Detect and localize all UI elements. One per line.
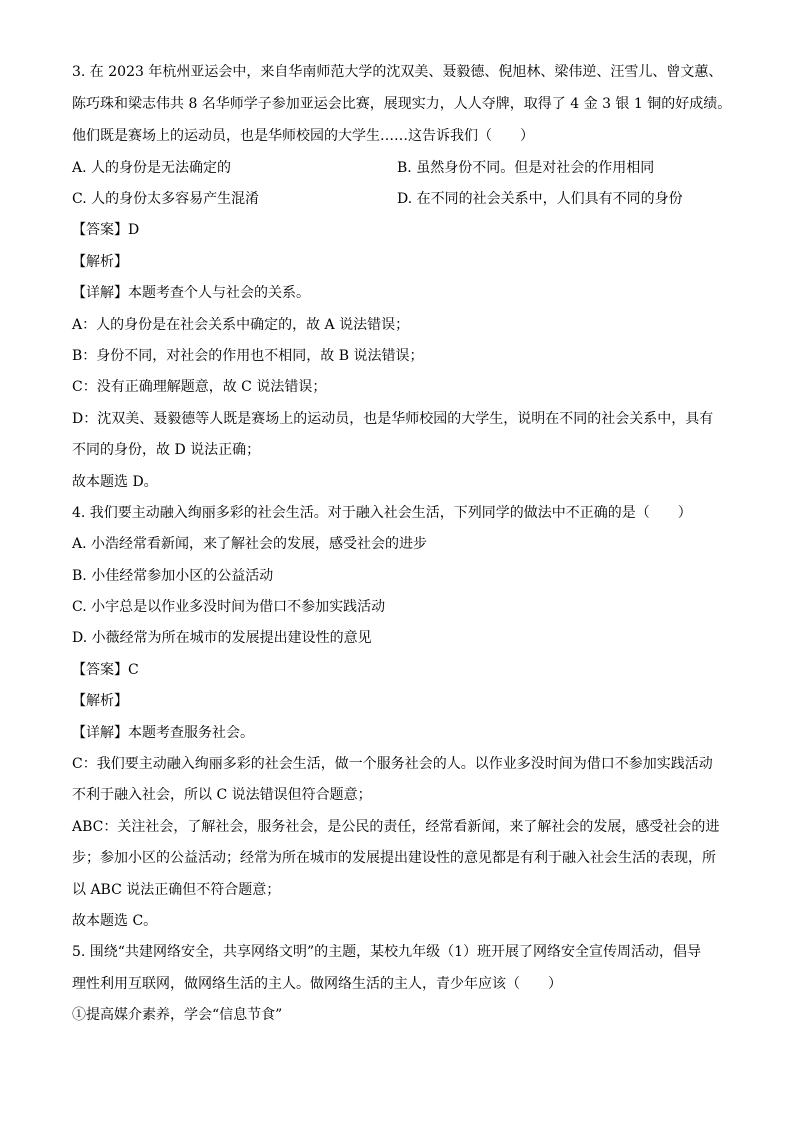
q3-option-d: D. 在不同的社会关系中，人们具有不同的身份 [397,191,683,207]
q4-option-a: A. 小浩经常看新闻，来了解社会的发展，感受社会的进步 [72,536,428,552]
q4-explanation-abc-line-1: ABC：关注社会，了解社会，服务社会，是公民的责任，经常看新闻，来了解社会的发展，感受社会的进 [72,819,720,835]
q4-answer: 【答案】C [72,662,139,678]
q4-analysis-heading: 【解析】 [72,693,128,709]
q3-explanation-a: A：人的身份是在社会关系中确定的，故 A 说法错误； [72,317,410,333]
q4-stem: 4. 我们要主动融入绚丽多彩的社会生活。对于融入社会生活，下列同学的做法中不正确的是（ ） [72,505,692,521]
q3-conclusion: 故本题选 D。 [72,474,158,490]
q3-stem-line-1: 3. 在 2023 年杭州亚运会中，来自华南师范大学的沈双美、聂毅德、倪旭林、梁伟逆、汪雪儿、曾文蕙、 [72,64,723,80]
q3-option-a: A. 人的身份是无法确定的 [72,160,232,176]
q5-stem-line-1: 5. 围绕“共建网络安全，共享网络文明”的主题，某校九年级（1）班开展了网络安全宣传周活动，倡导 [72,944,702,960]
q4-option-b: B. 小佳经常参加小区的公益活动 [72,568,274,584]
q3-explanation-b: B：身份不同，对社会的作用也不相同，故 B 说法错误； [72,348,424,364]
q3-option-c: C. 人的身份太多容易产生混淆 [72,191,260,207]
q4-explanation-abc-line-2: 步；参加小区的公益活动；经常为所在城市的发展提出建设性的意见都是有利于融入社会生活的表现，所 [72,850,716,866]
q4-explanation-c-line-1: C：我们要主动融入绚丽多彩的社会生活，做一个服务社会的人。以作业多没时间为借口不参加实践活动 [72,756,713,772]
q3-answer: 【答案】D [72,222,140,238]
q3-option-b: B. 虽然身份不同。但是对社会的作用相同 [397,160,655,176]
q5-item-1: ①提高媒介素养，学会“信息节食” [72,1007,283,1023]
q4-detail: 【详解】本题考查服务社会。 [72,725,254,741]
q3-stem-line-3: 他们既是赛场上的运动员，也是华师校园的大学生……这告诉我们（ ） [72,128,534,144]
q3-detail: 【详解】本题考查个人与社会的关系。 [72,285,310,301]
q3-explanation-c: C：没有正确理解题意，故 C 说法错误； [72,379,327,395]
q3-analysis-heading: 【解析】 [72,254,128,270]
q4-explanation-c-line-2: 不利于融入社会，所以 C 说法错误但符合题意； [72,787,372,803]
q5-stem-line-2: 理性利用互联网，做网络生活的主人。做网络生活的主人，青少年应该（ ） [72,976,562,992]
q4-conclusion: 故本题选 C。 [72,913,158,929]
q3-explanation-d-line-1: D：沈双美、聂毅德等人既是赛场上的运动员，也是华师校园的大学生，说明在不同的社会关系中，具有 [72,411,714,427]
q4-option-c: C. 小宇总是以作业多没时间为借口不参加实践活动 [72,599,386,615]
q4-option-d: D. 小薇经常为所在城市的发展提出建设性的意见 [72,630,372,646]
q3-stem-line-2: 陈巧珠和梁志伟共 8 名华师学子参加亚运会比赛，展现实力，人人夺牌，取得了 4 金 3 银 1 铜的好成绩。 [72,96,732,112]
q4-explanation-abc-line-3: 以 ABC 说法正确但不符合题意； [72,882,281,898]
q3-explanation-d-line-2: 不同的身份，故 D 说法正确； [72,442,261,458]
